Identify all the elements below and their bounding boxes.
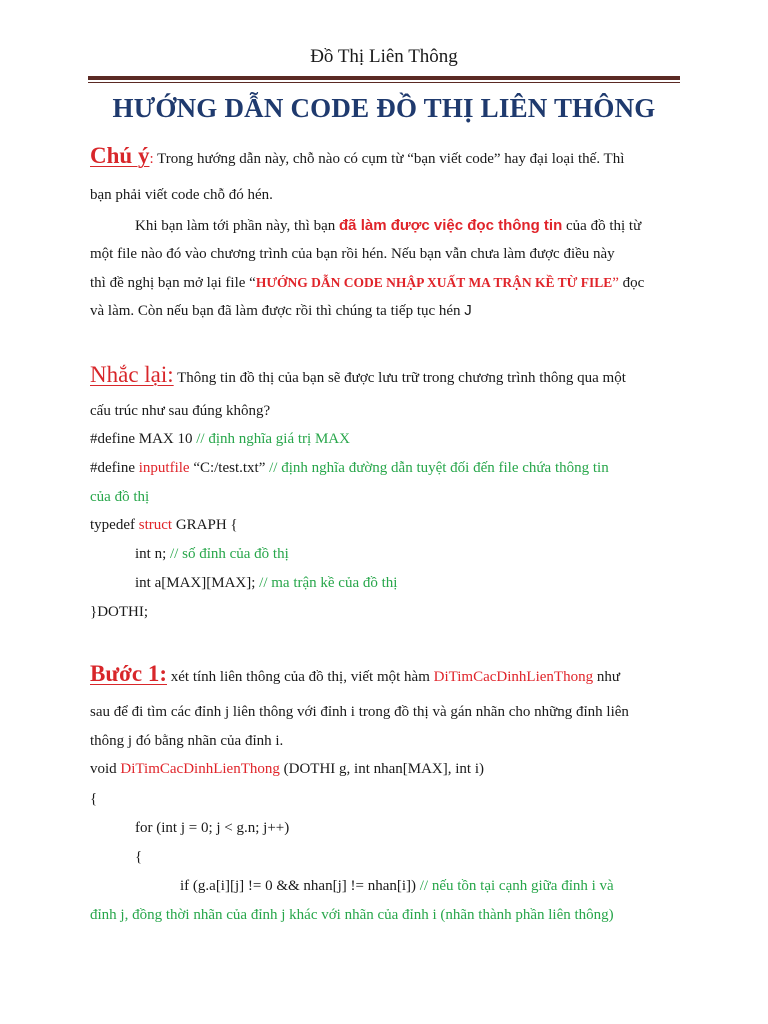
page-title: HƯỚNG DẪN CODE ĐỒ THỊ LIÊN THÔNG [112, 93, 656, 123]
step1-line-3: thông j đó bằng nhãn của đỉnh i. [90, 733, 284, 749]
code-for-loop: for (int j = 0; j < g.n; j++) [135, 820, 290, 836]
code-comment: // định nghĩa giá trị MAX [196, 431, 350, 447]
code-brace-open: { [90, 791, 98, 807]
code-text: GRAPH { [172, 517, 238, 533]
code-keyword: inputfile [138, 460, 190, 476]
code-if-statement [180, 877, 614, 895]
code-comment-continued: đỉnh j, đồng thời nhãn của đỉnh j khác với nhãn của đỉnh i (nhãn thành phần liên thông) [90, 907, 614, 923]
code-text: typedef [90, 517, 139, 533]
code-typedef [90, 516, 238, 534]
note-p2-text: và làm. Còn nếu bạn đã làm được rồi thì chúng ta tiếp tục hén [90, 303, 465, 319]
code-text: int n; [135, 546, 171, 562]
recap-label: Nhắc lại: [90, 362, 174, 387]
code-comment: // định nghĩa đường dẫn tuyệt đối đến file chứa thông tin [269, 460, 609, 476]
code-field-n [135, 545, 289, 563]
code-comment: // số đỉnh của đồ thị [170, 546, 289, 562]
note-line-1 [90, 143, 625, 168]
code-comment-continued: của đồ thị [90, 489, 150, 505]
note-text-1: Trong hướng dẫn này, chỗ nào có cụm từ “bạn viết code” hay đại loại thế. Thì [153, 151, 625, 167]
note-label: Chú ý [90, 143, 150, 168]
code-text: (DOTHI g, int nhan[MAX], int i) [279, 761, 485, 777]
code-text: “C:/test.txt” [189, 460, 270, 476]
code-define-max [90, 430, 350, 448]
code-text: if (g.a[i][j] != 0 && nhan[j] != nhan[i]) [180, 878, 420, 894]
note-p2-text: Khi bạn làm tới phần này, thì bạn [135, 218, 340, 234]
code-struct-close: }DOTHI; [90, 604, 149, 620]
code-brace-open-inner: { [135, 849, 143, 865]
code-func-signature [90, 760, 484, 778]
code-text: #define [90, 460, 139, 476]
note-p2-line-2: một file nào đó vào chương trình của bạn rồi hén. Nếu bạn vẫn chưa làm được điều này [90, 246, 615, 262]
code-keyword: struct [138, 517, 173, 533]
note-p2-text: đọc [618, 275, 645, 291]
note-p2-line-3 [90, 274, 644, 292]
step1-line-2: sau để đi tìm các đỉnh j liên thông với đỉnh i trong đồ thị và gán nhãn cho những đỉnh liên [90, 704, 629, 720]
step1-text: như [593, 669, 620, 685]
note-colon: : [149, 151, 154, 167]
note-p2-line-1 [135, 217, 641, 235]
step1-label: Bước 1: [90, 661, 167, 686]
file-name-highlight: HƯỚNG DẪN CODE NHẬP XUẤT MA TRẬN KỀ TỪ FILE [255, 275, 613, 290]
note-line-2: bạn phải viết code chỗ đó hén. [90, 187, 273, 203]
function-name: DiTimCacDinhLienThong [433, 669, 594, 685]
step1-line-1 [90, 661, 620, 686]
note-p2-line-4 [90, 302, 472, 320]
note-p2-quote: ” [612, 275, 619, 291]
header-rule-thin [88, 82, 680, 83]
running-header: Đồ Thị Liên Thông [310, 46, 458, 67]
code-text: int a[MAX][MAX]; [135, 575, 260, 591]
code-text: void [90, 761, 121, 777]
recap-line-2: cấu trúc như sau đúng không? [90, 403, 271, 419]
note-p2-text: thì đề nghị bạn mở lại file “ [90, 275, 256, 291]
code-comment: // nếu tồn tại cạnh giữa đỉnh i và [419, 878, 614, 894]
header-rule-thick [88, 76, 680, 80]
code-function-name: DiTimCacDinhLienThong [120, 761, 280, 777]
note-p2-highlight: đã làm được việc đọc thông tin [339, 217, 563, 234]
code-define-inputfile [90, 459, 609, 477]
code-comment: // ma trận kề của đồ thị [259, 575, 398, 591]
code-text: #define MAX 10 [90, 431, 197, 447]
recap-line-1 [90, 362, 626, 387]
recap-text-1: Thông tin đồ thị của bạn sẽ được lưu trữ trong chương trình thông qua một [173, 370, 626, 386]
smiley-glyph: J [464, 302, 472, 319]
note-p2-text: của đồ thị từ [562, 218, 642, 234]
step1-text: xét tính liên thông của đồ thị, viết một hàm [167, 669, 434, 685]
code-field-a [135, 574, 397, 592]
